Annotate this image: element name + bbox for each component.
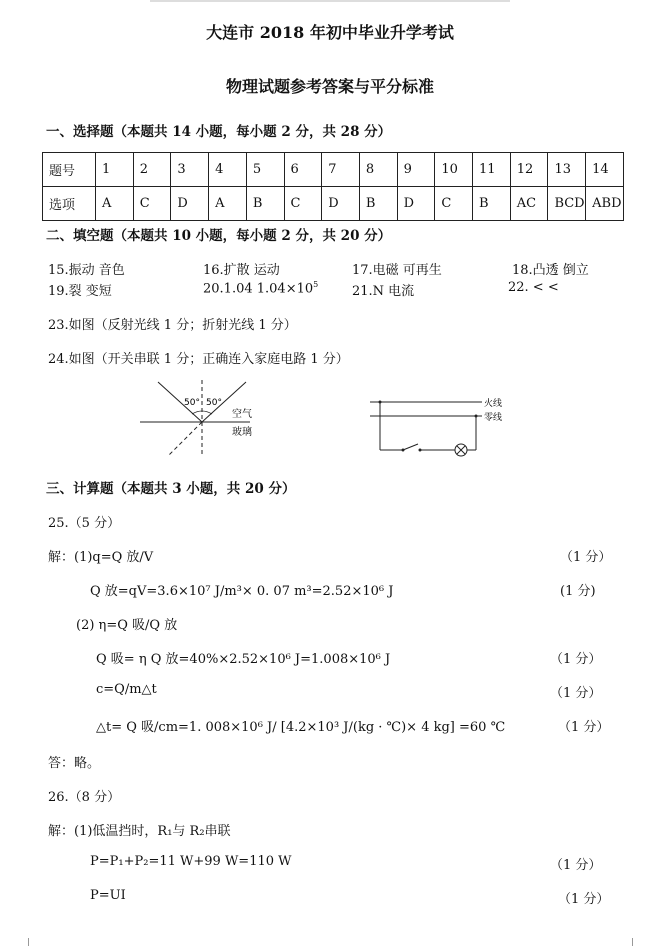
- solution-line: c=Q/m△t: [96, 682, 157, 697]
- table-cell: 14: [586, 153, 624, 187]
- solution-line: P=P₁+P₂=11 W+99 W=110 W: [90, 854, 292, 869]
- table-cell: C: [435, 187, 473, 221]
- refracted-ray: [168, 422, 202, 456]
- table-cell: C: [133, 187, 171, 221]
- fill-answer: 22. < <: [508, 280, 559, 295]
- question-25-title: 25.（5 分）: [48, 516, 121, 531]
- table-cell: 11: [473, 153, 511, 187]
- table-cell: 9: [397, 153, 435, 187]
- points: （1 分）: [558, 892, 610, 907]
- fill-answer: 15.振动 音色: [48, 263, 125, 278]
- neutral-wire-label: 零线: [484, 413, 503, 423]
- solution-line: 解：(1)q=Q 放/V: [48, 550, 154, 565]
- fill-answer-text: 20.1.04 1.04×10: [203, 281, 314, 297]
- answer-table: [42, 152, 624, 221]
- table-cell: BCD: [548, 187, 586, 221]
- item-24: 24.如图（开关串联 1 分；正确连入家庭电路 1 分）: [48, 352, 349, 367]
- points: （1 分）: [560, 550, 612, 565]
- section1-heading: 一、选择题（本题共 14 小题，每小题 2 分，共 28 分）: [46, 124, 392, 140]
- table-cell: B: [359, 187, 397, 221]
- table-cell: 4: [209, 153, 247, 187]
- table-cell: AC: [510, 187, 548, 221]
- table-cell: D: [397, 187, 435, 221]
- solution-line: (2) η=Q 吸/Q 放: [76, 618, 178, 633]
- table-row-answers: [43, 187, 624, 221]
- glass-label: 玻璃: [232, 427, 252, 438]
- fill-answer: 18.凸透 倒立: [512, 263, 589, 278]
- table-cell: B: [246, 187, 284, 221]
- junction-dot: [379, 401, 382, 404]
- junction-dot: [475, 415, 478, 418]
- document-title: 大连市 2018 年初中毕业升学考试: [206, 23, 454, 42]
- table-cell: A: [209, 187, 247, 221]
- table-cell: C: [284, 187, 322, 221]
- exponent: 5: [313, 280, 319, 289]
- table-cell: 8: [359, 153, 397, 187]
- solution-line: Q 吸= η Q 放=40%×2.52×10⁶ J=1.008×10⁶ J: [96, 652, 391, 667]
- answer-line: 答：略。: [48, 756, 101, 771]
- fill-answer: 17.电磁 可再生: [352, 263, 442, 278]
- table-cell: 2: [133, 153, 171, 187]
- table-header-cell: 选项: [43, 187, 96, 221]
- solution-line: Q 放=qV=3.6×10⁷ J/m³× 0. 07 m³=2.52×10⁶ J: [90, 584, 394, 599]
- fill-answer: 16.扩散 运动: [203, 263, 280, 278]
- table-cell: 7: [322, 153, 360, 187]
- fill-answer: 19.裂 变短: [48, 284, 112, 299]
- crop-mark-top: [150, 0, 510, 2]
- crop-mark-left: [28, 938, 29, 946]
- crop-mark-right: [632, 938, 633, 946]
- table-cell: 10: [435, 153, 473, 187]
- points: （1 分）: [558, 720, 610, 735]
- angle-left-label: 50°: [184, 398, 200, 408]
- solution-line: △t= Q 吸/cm=1. 008×10⁶ J/ [4.2×10³ J/(kg · ℃)× 4 kg] =60 ℃: [96, 720, 506, 735]
- table-cell: ABD: [586, 187, 624, 221]
- points: (1 分): [560, 584, 596, 599]
- question-26-title: 26.（8 分）: [48, 790, 121, 805]
- air-label: 空气: [232, 409, 252, 420]
- table-cell: 13: [548, 153, 586, 187]
- section3-heading: 三、计算题（本题共 3 小题，共 20 分）: [46, 481, 296, 497]
- table-cell: D: [322, 187, 360, 221]
- fill-answer-20: [203, 280, 318, 296]
- optics-diagram: [140, 372, 270, 458]
- circuit-diagram: [370, 392, 520, 462]
- switch-lever: [403, 444, 418, 450]
- item-23: 23.如图（反射光线 1 分；折射光线 1 分）: [48, 318, 297, 333]
- angle-right-label: 50°: [206, 398, 222, 408]
- table-cell: 5: [246, 153, 284, 187]
- section2-heading: 二、填空题（本题共 10 小题，每小题 2 分，共 20 分）: [46, 228, 392, 244]
- table-cell: 1: [96, 153, 134, 187]
- points: （1 分）: [550, 686, 602, 701]
- table-cell: D: [171, 187, 209, 221]
- table-cell: A: [96, 187, 134, 221]
- solution-line: 解：(1)低温挡时，R₁与 R₂串联: [48, 824, 231, 839]
- table-row-numbers: [43, 153, 624, 187]
- table-cell: 12: [510, 153, 548, 187]
- points: （1 分）: [550, 858, 602, 873]
- points: （1 分）: [550, 652, 602, 667]
- table-cell: B: [473, 187, 511, 221]
- table-header-cell: 题号: [43, 153, 96, 187]
- table-cell: 6: [284, 153, 322, 187]
- live-wire-label: 火线: [484, 399, 503, 409]
- solution-line: P=UI: [90, 888, 126, 903]
- table-cell: 3: [171, 153, 209, 187]
- fill-answer: 21.N 电流: [352, 284, 415, 299]
- document-subtitle: 物理试题参考答案与平分标准: [225, 77, 434, 96]
